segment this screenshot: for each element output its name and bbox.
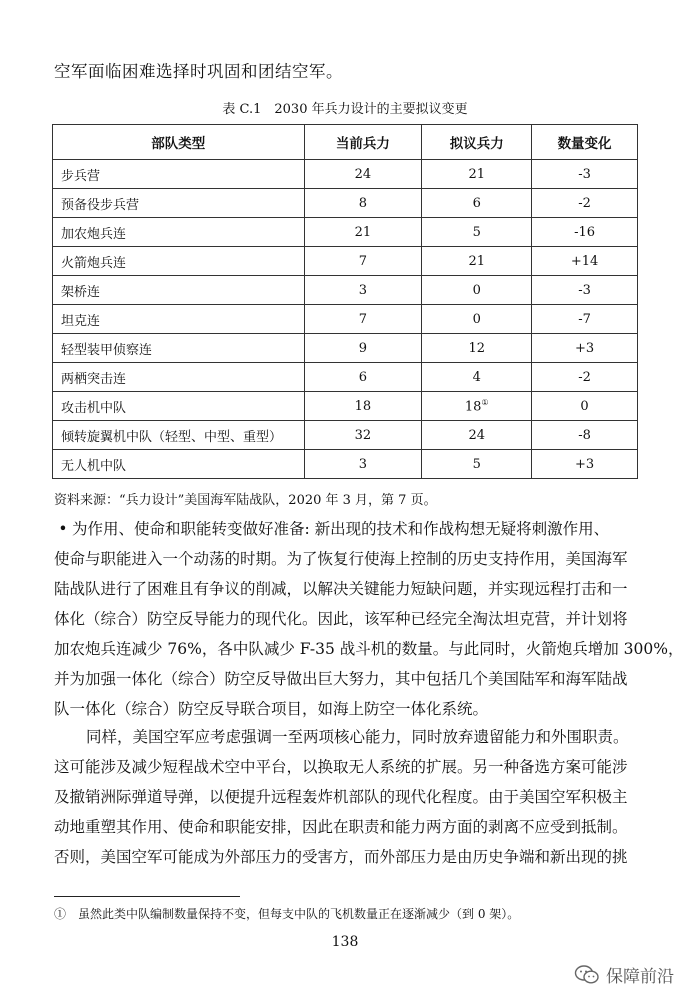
paragraph-line: 同样，美国空军应考虑强调一至两项核心能力，同时放弃遗留能力和外围职责。 (86, 728, 629, 746)
paragraph-line: 队一体化（综合）防空反导联合项目，如海上防空一体化系统。 (54, 700, 489, 718)
table-row (53, 305, 638, 334)
cell-current: 32 (304, 421, 422, 450)
header-current: 当前兵力 (304, 125, 422, 160)
footnote: ① 虽然此类中队编制数量保持不变，但每支中队的飞机数量正在逐渐减少（到 0 架）。 (54, 907, 520, 921)
table-row (53, 160, 638, 189)
cell-proposed: 21 (422, 160, 532, 189)
cell-current: 6 (304, 363, 422, 392)
paragraph-line: 并为加强一体化（综合）防空反导做出巨大努力，其中包括几个美国陆军和海军陆战 (54, 670, 628, 688)
cell-unit: 两栖突击连 (53, 363, 305, 392)
bullet-icon: • (58, 520, 68, 538)
table-row (53, 189, 638, 218)
table-row (53, 421, 638, 450)
cell-current: 3 (304, 450, 422, 479)
cell-change: +14 (532, 247, 638, 276)
header-unit-type: 部队类型 (53, 125, 305, 160)
paragraph-line: 陆战队进行了困难且有争议的削减，以解决关键能力短缺问题，并实现远程打击和一 (54, 580, 628, 598)
cell-proposed: 5 (422, 218, 532, 247)
cell-proposed: 24 (422, 421, 532, 450)
footnote-divider (54, 896, 240, 897)
line-text: 为作用、使命和职能转变做好准备: 新出现的技术和作战构想无疑将刺激作用、 (72, 520, 610, 538)
cell-unit: 步兵营 (53, 160, 305, 189)
cell-unit: 轻型装甲侦察连 (53, 334, 305, 363)
table-row (53, 392, 638, 421)
cell-proposed: 0 (422, 276, 532, 305)
cell-change: +3 (532, 334, 638, 363)
cell-change: -2 (532, 189, 638, 218)
cell-change: -3 (532, 160, 638, 189)
table-row (53, 450, 638, 479)
cell-unit: 火箭炮兵连 (53, 247, 305, 276)
cell-current: 9 (304, 334, 422, 363)
cell-proposed (422, 392, 532, 421)
cell-change: +3 (532, 450, 638, 479)
page-number: 138 (331, 934, 359, 950)
cell-current: 7 (304, 305, 422, 334)
cell-change: -2 (532, 363, 638, 392)
bullet-paragraph (54, 514, 684, 724)
cell-current: 3 (304, 276, 422, 305)
wechat-icon (574, 964, 600, 986)
watermark (574, 962, 674, 987)
footnote-ref-mark: ① (481, 397, 489, 407)
cell-change: 0 (532, 392, 638, 421)
cell-change: -16 (532, 218, 638, 247)
cell-proposed: 4 (422, 363, 532, 392)
table-row (53, 363, 638, 392)
cell-current: 8 (304, 189, 422, 218)
intro-text: 空军面临困难选择时巩固和团结空军。 (54, 62, 343, 81)
cell-unit: 无人机中队 (53, 450, 305, 479)
table-row (53, 247, 638, 276)
cell-unit: 攻击机中队 (53, 392, 305, 421)
cell-current: 21 (304, 218, 422, 247)
cell-unit: 架桥连 (53, 276, 305, 305)
body-paragraph (54, 722, 642, 872)
paragraph-line: 否则，美国空军可能成为外部压力的受害方，而外部压力是由历史争端和新出现的挑 (54, 848, 628, 866)
paragraph-line: 及撤销洲际弹道导弹，以便提升远程轰炸机部队的现代化程度。由于美国空军积极主 (54, 788, 628, 806)
paragraph-line: 体化（综合）防空反导能力的现代化。因此，该军种已经完全淘汰坦克营，并计划将 (54, 610, 628, 628)
header-change: 数量变化 (532, 125, 638, 160)
cell-proposed: 21 (422, 247, 532, 276)
force-design-table (52, 124, 638, 479)
cell-proposed: 6 (422, 189, 532, 218)
cell-unit: 坦克连 (53, 305, 305, 334)
table-row (53, 276, 638, 305)
table-source-note: 资料来源：“兵力设计”美国海军陆战队，2020 年 3 月，第 7 页。 (54, 493, 437, 508)
paragraph-line: 加农炮兵连减少 76%，各中队减少 F-35 战斗机的数量。与此同时，火箭炮兵增加 300%， (54, 640, 684, 658)
watermark-label: 保障前沿 (606, 967, 674, 987)
paragraph-line: 这可能涉及减少短程战术空中平台，以换取无人系统的扩展。另一种备选方案可能涉 (54, 758, 628, 776)
cell-change: -7 (532, 305, 638, 334)
table-caption: 表 C.1 2030 年兵力设计的主要拟议变更 (222, 102, 468, 117)
cell-unit: 加农炮兵连 (53, 218, 305, 247)
paragraph-line: 使命与职能进入一个动荡的时期。为了恢复行使海上控制的历史支持作用，美国海军 (54, 550, 628, 568)
paragraph-line: 动地重塑其作用、使命和职能安排，因此在职责和能力两方面的剥离不应受到抵制。 (54, 818, 628, 836)
cell-change: -3 (532, 276, 638, 305)
cell-unit: 预备役步兵营 (53, 189, 305, 218)
cell-change: -8 (532, 421, 638, 450)
cell-proposed: 0 (422, 305, 532, 334)
cell-proposed: 5 (422, 450, 532, 479)
table-header-row (53, 125, 638, 160)
paragraph-line (54, 514, 642, 544)
table-row (53, 334, 638, 363)
cell-unit: 倾转旋翼机中队（轻型、中型、重型） (53, 421, 305, 450)
header-proposed: 拟议兵力 (422, 125, 532, 160)
proposed-value: 18 (464, 399, 482, 415)
cell-current: 24 (304, 160, 422, 189)
cell-proposed: 12 (422, 334, 532, 363)
table-row (53, 218, 638, 247)
cell-current: 18 (304, 392, 422, 421)
cell-current: 7 (304, 247, 422, 276)
